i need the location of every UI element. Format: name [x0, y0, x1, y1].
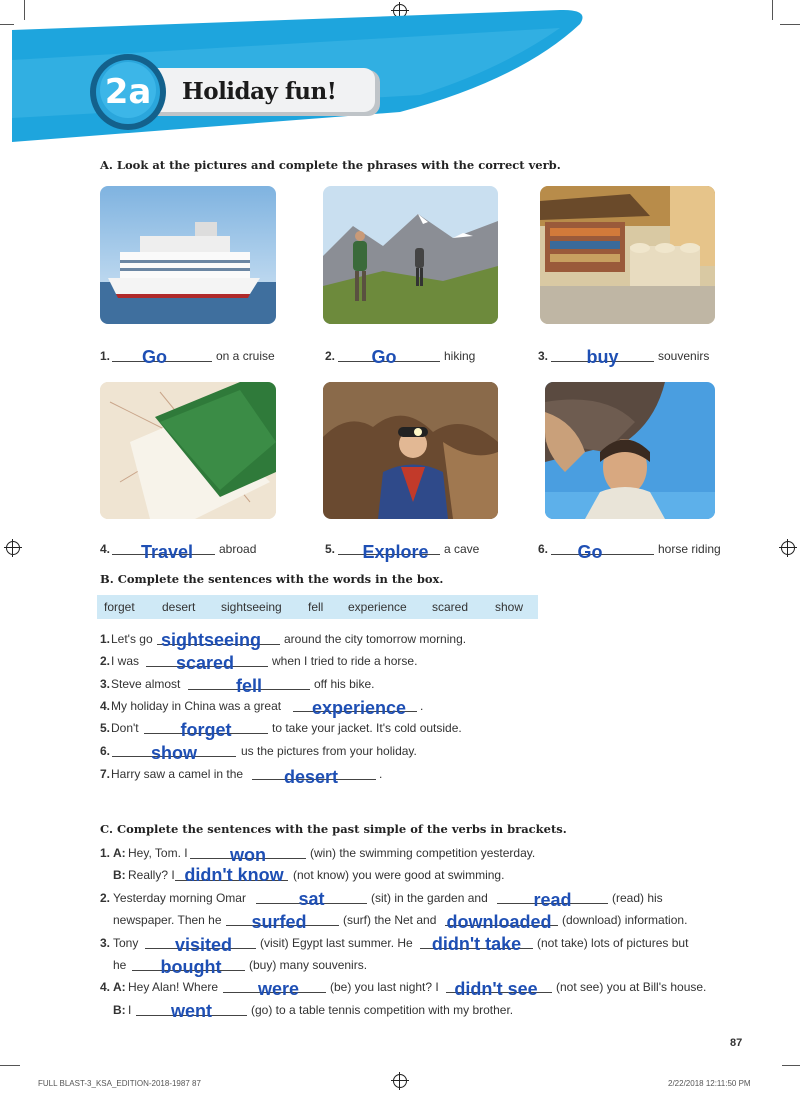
b6-answer: show — [150, 743, 197, 763]
phrase-4-text: abroad — [219, 542, 257, 556]
b4-answer: experience — [311, 698, 407, 718]
c8-post: (go) to a table tennis competition with my brother. — [251, 1003, 514, 1017]
word-box-word: sightseeing — [221, 600, 282, 614]
footer-left: FULL BLAST-3_KSA_EDITION-2018-1987 87 — [38, 1079, 201, 1088]
word-box-word: desert — [162, 600, 196, 614]
phrase-2-answer: Go — [371, 347, 397, 367]
c5-post: (not take) lots of pictures but — [537, 936, 689, 950]
c5-answer-1: visited — [174, 935, 233, 955]
c2-answer: didn't know — [184, 865, 284, 885]
b3-answer: fell — [235, 676, 262, 696]
c3-pre: Yesterday morning Omar — [113, 891, 246, 905]
b3-pre: Steve almost — [111, 677, 181, 691]
c4-pre: newspaper. Then he — [113, 913, 222, 927]
c8-speaker: B: — [113, 1003, 126, 1017]
c3-number: 2. — [100, 891, 111, 905]
horse-photo — [545, 382, 715, 519]
c5-pre: Tony — [113, 936, 139, 950]
b4-post: . — [420, 699, 424, 713]
c6-answer-1: bought — [160, 957, 222, 977]
b2-number: 2. — [100, 654, 111, 668]
c6-post: (buy) many souvenirs. — [249, 958, 368, 972]
c7-mid: (be) you last night? I — [330, 980, 439, 994]
b1-number: 1. — [100, 632, 111, 646]
b3-number: 3. — [100, 677, 111, 691]
b7-answer: desert — [283, 767, 339, 787]
cave-photo — [323, 382, 498, 519]
b1-pre: Let's go — [111, 632, 153, 646]
c3-answer-2: read — [533, 890, 572, 910]
phrase-4-answer: Travel — [140, 542, 194, 562]
phrase-6-number: 6. — [538, 542, 549, 556]
b2-answer: scared — [175, 653, 235, 673]
phrase-1-number: 1. — [100, 349, 111, 363]
c7-post: (not see) you at Bill's house. — [556, 980, 707, 994]
registration-mark-icon — [393, 1074, 407, 1088]
hikers-photo — [323, 186, 498, 324]
c7-number: 4. — [100, 980, 111, 994]
b5-post: to take your jacket. It's cold outside. — [272, 721, 462, 735]
phrase-2-number: 2. — [325, 349, 336, 363]
passport-photo — [100, 382, 276, 519]
trim-mark — [782, 1065, 800, 1066]
registration-mark-icon — [6, 541, 20, 555]
b5-pre: Don't — [111, 721, 139, 735]
c1-answer: won — [230, 845, 266, 865]
c2-speaker: B: — [113, 868, 126, 882]
page-number: 87 — [730, 1037, 743, 1049]
phrase-5-number: 5. — [325, 542, 336, 556]
c8-pre: I — [128, 1003, 132, 1017]
phrase-5-answer: Explore — [362, 542, 429, 562]
c5-mid: (visit) Egypt last summer. He — [260, 936, 413, 950]
word-box-word: show — [495, 600, 524, 614]
word-box-word: fell — [308, 600, 324, 614]
c2-pre: Really? I — [128, 868, 175, 882]
phrase-5-text: a cave — [444, 542, 480, 556]
lesson-badge: 2a — [104, 72, 152, 112]
b4-number: 4. — [100, 699, 111, 713]
c4-answer-1: surfed — [251, 912, 307, 932]
section-b-instruction: B. Complete the sentences with the words in the box. — [100, 572, 444, 586]
b3-post: off his bike. — [314, 677, 375, 691]
word-box-word: experience — [348, 600, 407, 614]
phrase-3-answer: buy — [586, 347, 619, 367]
c1-pre: Hey, Tom. I — [128, 846, 188, 860]
phrase-6-text: horse riding — [658, 542, 721, 556]
b7-pre: Harry saw a camel in the — [111, 767, 244, 781]
b2-pre: I was — [111, 654, 140, 668]
section-c-instruction: C. Complete the sentences with the past simple of the verbs in brackets. — [100, 822, 567, 836]
c4-post: (download) information. — [562, 913, 688, 927]
c5-number: 3. — [100, 936, 111, 950]
c7-pre: Hey Alan! Where — [128, 980, 219, 994]
c4-answer-2: downloaded — [446, 912, 552, 932]
c5-answer-2: didn't take — [431, 934, 522, 954]
b4-pre: My holiday in China was a great — [111, 699, 282, 713]
phrase-1-text: on a cruise — [216, 349, 275, 363]
section-a-instruction: A. Look at the pictures and complete the phrases with the correct verb. — [100, 158, 561, 172]
phrase-4-number: 4. — [100, 542, 111, 556]
word-box-word: forget — [104, 600, 135, 614]
b6-number: 6. — [100, 744, 111, 758]
cruise-ship-photo — [100, 186, 276, 324]
c7-speaker: A: — [113, 980, 126, 994]
c7-answer-1: were — [257, 979, 300, 999]
b5-answer: forget — [180, 720, 232, 740]
footer-right: 2/22/2018 12:11:50 PM — [668, 1079, 751, 1088]
b7-number: 7. — [100, 767, 111, 781]
b6-post: us the pictures from your holiday. — [241, 744, 417, 758]
b1-answer: sightseeing — [160, 630, 262, 650]
c1-post: (win) the swimming competition yesterday. — [310, 846, 536, 860]
registration-mark-icon — [781, 541, 795, 555]
page-title: Holiday fun! — [182, 78, 337, 105]
b5-number: 5. — [100, 721, 111, 735]
c1-number: 1. — [100, 846, 111, 860]
market-photo — [540, 186, 715, 324]
c8-answer-1: went — [170, 1001, 212, 1021]
c1-speaker: A: — [113, 846, 126, 860]
phrase-3-text: souvenirs — [658, 349, 710, 363]
word-box-word: scared — [432, 600, 469, 614]
c3-mid: (sit) in the garden and — [371, 891, 488, 905]
b2-post: when I tried to ride a horse. — [272, 654, 418, 668]
c3-post: (read) his — [612, 891, 663, 905]
c7-answer-2: didn't see — [454, 979, 538, 999]
c4-mid: (surf) the Net and — [343, 913, 437, 927]
phrase-1-answer: Go — [142, 347, 167, 367]
c2-post: (not know) you were good at swimming. — [293, 868, 505, 882]
phrase-2-text: hiking — [444, 349, 476, 363]
c3-answer-1: sat — [298, 889, 325, 909]
b7-post: . — [379, 767, 383, 781]
trim-mark — [0, 1065, 20, 1066]
b1-post: around the city tomorrow morning. — [284, 632, 467, 646]
phrase-6-answer: Go — [577, 542, 603, 562]
c6-pre: he — [113, 958, 127, 972]
phrase-3-number: 3. — [538, 349, 549, 363]
